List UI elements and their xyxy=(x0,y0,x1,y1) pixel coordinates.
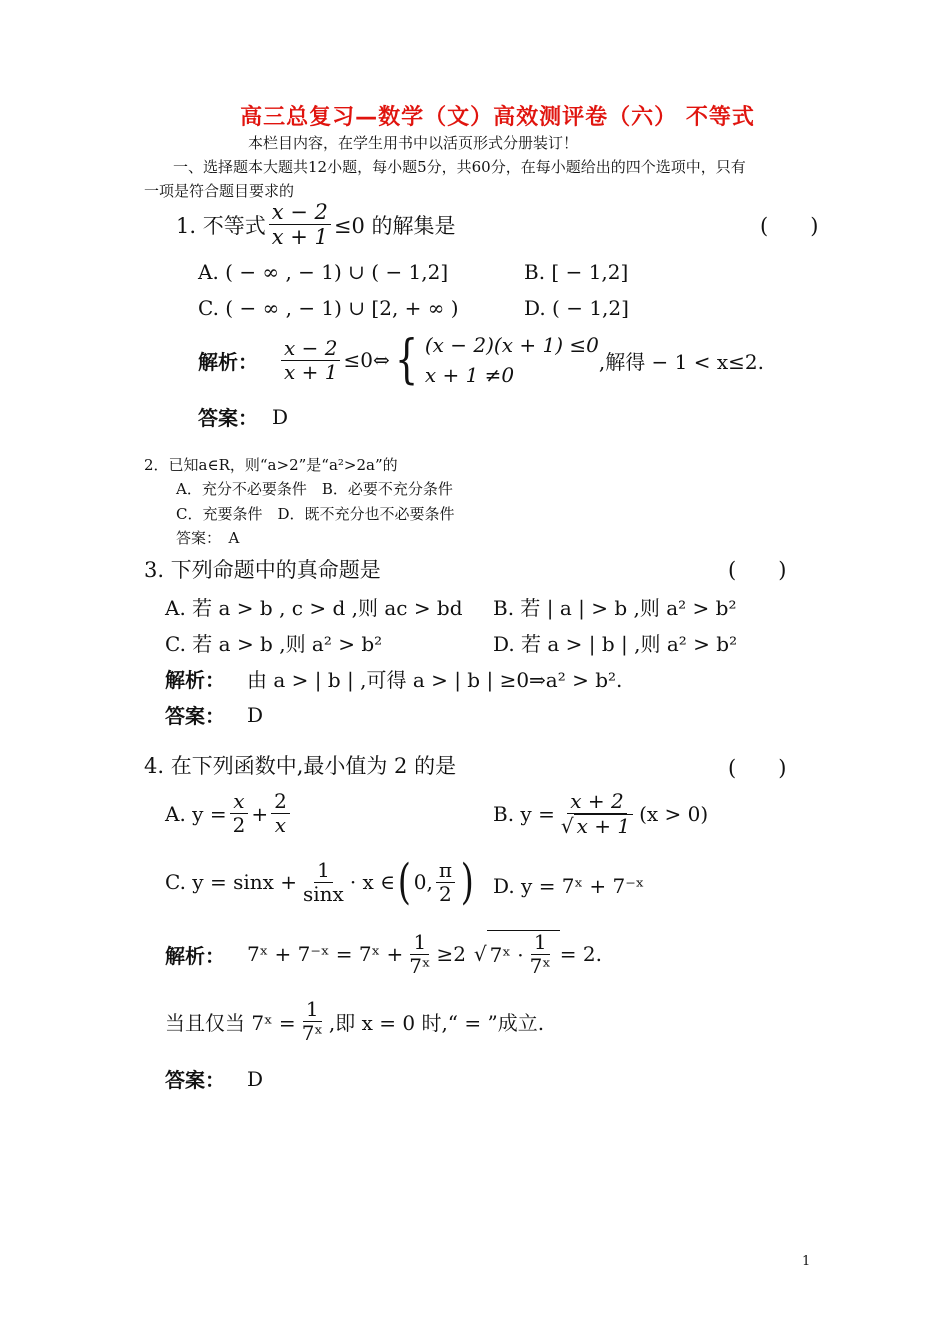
q3-option-a: A. 若 a > b , c > d ,则 ac > bd xyxy=(165,596,463,620)
q3-jiexi-text: 由 a > | b | ,可得 a > | b | ≥0⇒a² > b². xyxy=(247,668,623,692)
left-paren-icon: ( xyxy=(397,854,411,910)
page-number: 1 xyxy=(802,1254,811,1269)
q1-stem xyxy=(176,200,456,249)
q1-sol-den: x + 1 xyxy=(284,359,338,384)
q4-answer-label: 答案： xyxy=(165,1068,225,1092)
q4-when-den: 7ˣ xyxy=(301,1021,323,1045)
q4-jx-num: 1 xyxy=(410,931,429,955)
q1-suffix: ≤0 的解集是 xyxy=(333,213,456,238)
q3-option-b: B. 若 | a | > b ,则 a² > b² xyxy=(493,596,737,620)
sqrt-icon: √ xyxy=(473,942,487,966)
section-instructions: 一、选择题本大题共12小题，每小题5分，共60分，在每小题给出的四个选项中，只有 xyxy=(173,158,746,176)
q4-jx-sqrt-num: 1 xyxy=(531,931,550,955)
q1-system-line1: (x − 2)(x + 1) ≤0 xyxy=(424,333,599,357)
sqrt-icon: √ xyxy=(560,813,574,838)
q4-c-pi-num: π xyxy=(436,859,455,883)
section-instructions-cont: 一项是符合题目要求的 xyxy=(144,182,295,200)
q4-option-b xyxy=(493,790,708,838)
q4-when-post: ,即 x = 0 时,“ = ”成立. xyxy=(328,1011,545,1035)
q1-system-line2: x + 1 ≠0 xyxy=(424,363,515,387)
q1-system xyxy=(425,330,599,390)
q4-option-c xyxy=(165,854,477,910)
q4-c-den: sinx xyxy=(303,881,344,906)
q1-prefix: 1. 不等式 xyxy=(176,213,266,238)
q4-answer-blank: ( ) xyxy=(728,756,787,780)
q4-jiexi-mid: ≥2 xyxy=(436,942,466,966)
q1-sol-fraction xyxy=(281,337,340,384)
q1-sol-num: x − 2 xyxy=(284,335,338,360)
q4-jiexi-end: = 2. xyxy=(559,942,602,966)
q4-stem: 4. 在下列函数中,最小值为 2 的是 xyxy=(144,754,457,778)
q4-a-f2-den: x xyxy=(274,813,287,837)
q4-option-a xyxy=(165,790,293,837)
q3-jiexi-label: 解析： xyxy=(165,668,225,692)
q4-option-b-domain: (x > 0) xyxy=(639,802,709,826)
q2-answer: 答案： A xyxy=(176,529,240,547)
q4-option-d: D. y = 7ˣ + 7⁻ˣ xyxy=(493,874,645,898)
q4-solution xyxy=(165,930,602,978)
q4-option-c-frac xyxy=(300,859,347,906)
q1-option-d: D. ( − 1,2] xyxy=(524,296,629,320)
q4-option-c-mid: · x ∈ xyxy=(349,870,395,894)
q1-answer-blank: ( ) xyxy=(760,214,819,238)
q4-option-b-prefix: B. y = xyxy=(493,802,555,826)
q3-option-d: D. 若 a > | b | ,则 a² > b² xyxy=(493,632,738,656)
q1-option-c: C. ( − ∞ , − 1) ∪ [2, + ∞ ) xyxy=(198,296,459,320)
q4-when-frac xyxy=(299,998,326,1045)
q3-solution xyxy=(165,664,622,693)
q4-b-den: x + 1 xyxy=(576,814,631,838)
q1-fraction xyxy=(269,200,331,249)
q4-option-c-pi-frac xyxy=(436,859,455,906)
q4-jiexi-sqrt-pre: 7ˣ · xyxy=(489,942,524,967)
q1-frac-num: x − 2 xyxy=(271,200,328,224)
q3-option-c: C. 若 a > b ,则 a² > b² xyxy=(165,632,383,656)
q4-option-a-frac1 xyxy=(230,790,249,837)
q4-a-f2-num: 2 xyxy=(271,790,290,814)
q1-option-a: A. ( − ∞ , − 1) ∪ ( − 1,2] xyxy=(198,260,449,284)
q4-option-c-interval-start: 0, xyxy=(413,870,433,894)
q4-equality-condition xyxy=(165,998,544,1045)
q1-solution xyxy=(198,330,764,390)
q1-answer-label: 答案： xyxy=(198,406,258,430)
page-title: 高三总复习—数学（文）高效测评卷（六） 不等式 xyxy=(240,105,755,130)
q4-jiexi-pre: 7ˣ + 7⁻ˣ = 7ˣ + xyxy=(247,942,404,966)
q2-stem: 2．已知a∈R，则“a>2”是“a²>2a”的 xyxy=(144,456,398,474)
q4-b-num: x + 2 xyxy=(570,789,624,813)
q2-options-ab: A．充分不必要条件 B．必要不充分条件 xyxy=(176,480,453,498)
q4-option-a-frac2 xyxy=(271,790,290,837)
q4-option-a-prefix: A. y = xyxy=(165,801,227,826)
q1-option-b: B. [ − 1,2] xyxy=(524,260,629,284)
q4-option-c-prefix: C. y = sinx + xyxy=(165,870,298,894)
q4-answer-value: D xyxy=(247,1066,264,1091)
q4-when-num: 1 xyxy=(303,998,322,1022)
q1-sol-end: ,解得 − 1 < x≤2. xyxy=(598,349,764,374)
q3-answer-value: D xyxy=(247,702,264,727)
q1-sol-mid: ≤0⇔ xyxy=(343,348,390,372)
q4-jiexi-sqrt-frac xyxy=(527,931,554,978)
q4-answer xyxy=(165,1064,263,1093)
q4-option-a-plus: + xyxy=(251,801,269,826)
q4-jiexi-label: 解析： xyxy=(165,943,225,968)
q1-jiexi-label: 解析： xyxy=(198,349,258,374)
q4-when-pre: 当且仅当 7ˣ = xyxy=(165,1011,296,1035)
q4-jx-sqrt-den: 7ˣ xyxy=(529,954,551,978)
q4-jx-den: 7ˣ xyxy=(409,953,431,978)
q1-answer xyxy=(198,402,288,431)
q3-answer xyxy=(165,700,263,729)
q3-stem: 3. 下列命题中的真命题是 xyxy=(144,558,381,582)
q4-c-num: 1 xyxy=(314,859,333,883)
binding-note: 本栏目内容，在学生用书中以活页形式分册装订！ xyxy=(248,134,579,152)
q4-c-pi-den: 2 xyxy=(439,881,452,906)
q4-jiexi-frac xyxy=(406,931,433,978)
q3-answer-blank: ( ) xyxy=(728,558,787,582)
q1-answer-value: D xyxy=(272,404,289,429)
q4-jiexi-sqrt xyxy=(487,930,560,978)
left-brace-icon: { xyxy=(394,330,418,390)
q4-a-f1-num: x xyxy=(233,789,245,813)
q1-frac-den: x + 1 xyxy=(271,225,328,250)
right-paren-icon: ) xyxy=(460,854,474,910)
q4-option-b-frac xyxy=(558,790,636,838)
q4-a-f1-den: 2 xyxy=(232,813,246,837)
q3-answer-label: 答案： xyxy=(165,704,225,728)
q2-options-cd: C．充要条件 D．既不充分也不必要条件 xyxy=(176,505,455,523)
